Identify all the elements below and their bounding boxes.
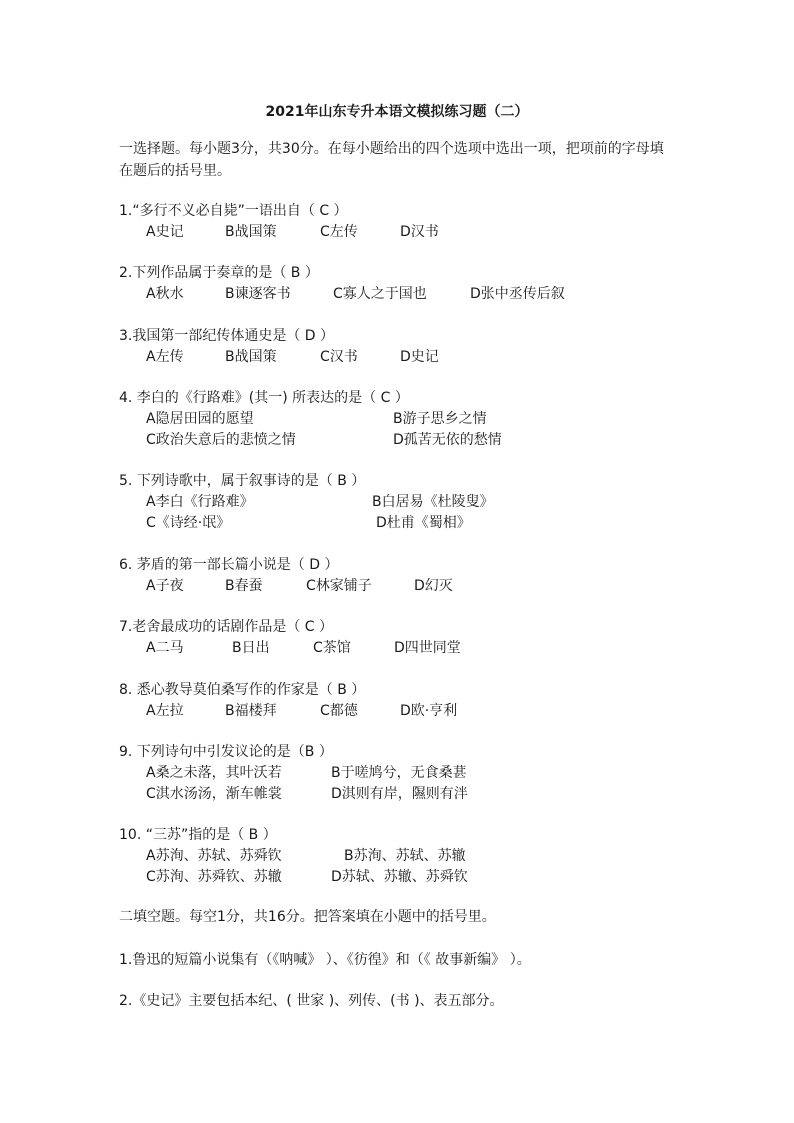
- option-d: D张中丞传后叙: [470, 286, 565, 302]
- option-d: D淇则有岸，隰则有泮: [331, 786, 468, 802]
- option-c: C汉书: [320, 349, 358, 365]
- question-stem: 6. 茅盾的第一部长篇小说是（ D ）: [119, 557, 339, 573]
- option-c: C政治失意后的悲愤之情: [146, 432, 296, 448]
- question-2: [119, 262, 679, 305]
- option-c: C左传: [320, 224, 358, 240]
- option-d: D幻灭: [414, 578, 453, 594]
- question-options: [119, 347, 679, 368]
- question-options-row2: [119, 784, 679, 805]
- question-stem: 7.老舍最成功的话剧作品是（ C ）: [119, 619, 334, 635]
- option-b: B于嗟鸠兮，无食桑葚: [331, 765, 467, 781]
- option-a: A秋水: [146, 286, 184, 302]
- option-b: B战国策: [225, 349, 277, 365]
- option-c: C寡人之于国也: [333, 286, 427, 302]
- option-c: C林家铺子: [306, 578, 372, 594]
- option-c: C淇水汤汤，渐车帷裳: [146, 786, 282, 802]
- option-b: B福楼拜: [225, 703, 277, 719]
- option-d: D史记: [400, 349, 439, 365]
- option-c: C都德: [320, 703, 358, 719]
- section2-intro: 二填空题。每空1分，共16分。把答案填在小题中的括号里。: [119, 909, 496, 925]
- option-a: A二马: [146, 640, 184, 656]
- question-stem: 10. “三苏”指的是（ B ）: [119, 827, 277, 843]
- question-7: [119, 616, 679, 659]
- question-4: [119, 387, 679, 451]
- question-stem: 1.“多行不义必自毙”一语出自（ C ）: [119, 203, 348, 219]
- question-options-row1: [119, 492, 679, 513]
- option-b: B谏逐客书: [225, 286, 291, 302]
- question-stem: 8. 悉心教导莫伯桑写作的作家是（ B ）: [119, 682, 366, 698]
- option-c: C《诗经·氓》: [146, 515, 231, 531]
- option-b: B白居易《杜陵叟》: [372, 494, 494, 510]
- question-stem: 9. 下列诗句中引发议论的是（B ）: [119, 744, 333, 760]
- question-stem: 3.我国第一部纪传体通史是（ D ）: [119, 328, 335, 344]
- question-5: [119, 470, 679, 534]
- option-d: D孤苦无依的愁情: [393, 432, 502, 448]
- question-stem: 2.下列作品属于奏章的是（ B ）: [119, 265, 319, 281]
- option-d: D欧·亨利: [400, 703, 458, 719]
- question-9: [119, 741, 679, 805]
- question-options: [119, 576, 679, 597]
- option-b: B游子思乡之情: [393, 411, 487, 427]
- option-a: A桑之未落，其叶沃若: [146, 765, 282, 781]
- section1-intro: [119, 138, 679, 182]
- option-c: C茶馆: [313, 640, 351, 656]
- section1-intro-line2: 在题后的括号里。: [119, 163, 231, 179]
- option-d: D杜甫《蜀相》: [376, 515, 471, 531]
- option-a: A史记: [146, 224, 184, 240]
- option-a: A苏洵、苏轼、苏舜钦: [146, 848, 282, 864]
- option-b: B苏洵、苏轼、苏辙: [344, 848, 466, 864]
- question-options-row1: [119, 846, 679, 867]
- question-6: [119, 554, 679, 597]
- question-stem: 5. 下列诗歌中，属于叙事诗的是（ B ）: [119, 473, 366, 489]
- option-d: D汉书: [400, 224, 439, 240]
- option-b: B春蚕: [225, 578, 263, 594]
- option-a: A子夜: [146, 578, 184, 594]
- section1-intro-line1: 一选择题。每小题3分，共30分。在每小题给出的四个选项中选出一项，把项前的字母填: [119, 141, 664, 157]
- option-d: D四世同堂: [394, 640, 461, 656]
- option-a: A左拉: [146, 703, 184, 719]
- document-title: 2021年山东专升本语文模拟练习题（二）: [265, 104, 529, 120]
- question-options-row1: [119, 409, 679, 430]
- question-options-row1: [119, 763, 679, 784]
- fill-blank-2: 2.《史记》主要包括本纪、( 世家 )、列传、(书 )、表五部分。: [119, 993, 504, 1009]
- option-b: B战国策: [225, 224, 277, 240]
- option-b: B日出: [232, 640, 270, 656]
- question-options: [119, 638, 679, 659]
- option-a: A隐居田园的愿望: [146, 411, 254, 427]
- question-8: [119, 679, 679, 722]
- question-10: [119, 824, 679, 888]
- option-c: C苏洵、苏舜钦、苏辙: [146, 869, 282, 885]
- question-options: [119, 701, 679, 722]
- option-a: A左传: [146, 349, 184, 365]
- question-3: [119, 325, 679, 368]
- question-1: [119, 200, 679, 243]
- question-options-row2: [119, 867, 679, 888]
- question-options-row2: [119, 430, 679, 451]
- option-d: D苏轼、苏辙、苏舜钦: [331, 869, 468, 885]
- question-options: [119, 222, 679, 243]
- option-a: A李白《行路难》: [146, 494, 254, 510]
- question-stem: 4. 李白的《行路难》(其一) 所表达的是（ C ）: [119, 390, 409, 406]
- question-options: [119, 284, 679, 305]
- question-options-row2: [119, 513, 679, 534]
- fill-blank-1: 1.鲁迅的短篇小说集有（《呐喊》 ）、《彷徨》和（《 故事新编》 ）。: [119, 952, 531, 968]
